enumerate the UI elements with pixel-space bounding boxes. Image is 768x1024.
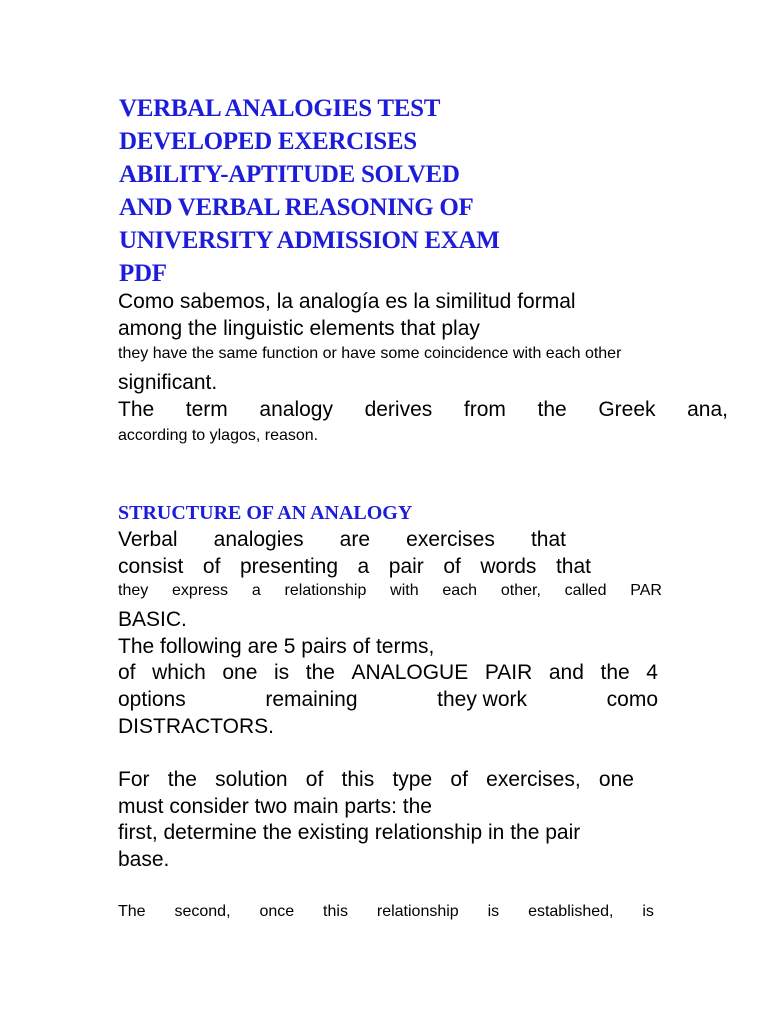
word: Verbal [118, 528, 178, 551]
word: this [341, 768, 375, 791]
word: Greek [598, 398, 656, 421]
word: of [305, 768, 324, 791]
word: of [443, 555, 461, 578]
word: from [463, 398, 506, 421]
intro-line-1: Como sabemos, la analogía es la similitud formal [118, 290, 576, 313]
word: a [251, 582, 261, 599]
intro-line-3: they have the same function or have some coincidence with each other [118, 345, 622, 362]
word: express [172, 582, 229, 599]
word: PAR [630, 582, 662, 599]
word: called [564, 582, 607, 599]
word: exercises, [486, 768, 581, 791]
word: analogies [213, 528, 304, 551]
document-title [119, 92, 500, 290]
word: other, [500, 582, 541, 599]
word: solution [215, 768, 288, 791]
structure-line-1 [118, 527, 566, 553]
section-heading: STRUCTURE OF AN ANALOGY [118, 502, 413, 524]
word: ana, [687, 398, 728, 421]
title-line: AND VERBAL REASONING OF [119, 194, 474, 221]
word: of [202, 555, 221, 578]
word: analogy [259, 398, 333, 421]
word: is [487, 903, 500, 920]
word: second, [174, 903, 231, 920]
title-line: PDF [119, 260, 167, 287]
word: type [392, 768, 433, 791]
intro-line-2: among the linguistic elements that play [118, 317, 480, 340]
intro-line-5 [118, 397, 728, 423]
word: relationship [376, 903, 459, 920]
word: which [152, 661, 206, 684]
word: the [537, 398, 567, 421]
word: options [118, 688, 186, 711]
word: The [118, 398, 155, 421]
word: is [274, 661, 290, 684]
word: that [530, 528, 566, 551]
word: pair [388, 555, 424, 578]
word: derives [364, 398, 433, 421]
solution-line-2: must consider two main parts: the [118, 795, 432, 818]
word: the [600, 661, 630, 684]
word: term [185, 398, 228, 421]
structure-line-3 [118, 581, 662, 601]
word: with [390, 582, 419, 599]
structure-line-2 [118, 554, 591, 580]
word: 4 [646, 661, 658, 684]
word: The [118, 903, 146, 920]
intro-line-6: according to ylagos, reason. [118, 427, 319, 444]
solution-line-1 [118, 767, 634, 793]
word: como [606, 688, 658, 711]
word: presenting [239, 555, 339, 578]
intro-line-4: significant. [118, 371, 218, 394]
word: are [339, 528, 371, 551]
solution-line-3: first, determine the existing relationship in the pair [118, 821, 581, 844]
word: one [222, 661, 258, 684]
structure-line-6 [118, 660, 658, 686]
word: each [442, 582, 478, 599]
word: they [118, 582, 149, 599]
word: once [259, 903, 295, 920]
word: they work [437, 688, 528, 711]
word: this [323, 903, 348, 920]
word: and [548, 661, 584, 684]
structure-line-7 [118, 687, 658, 713]
word: remaining [265, 688, 358, 711]
second-line-1 [118, 902, 654, 922]
word: For [118, 768, 150, 791]
word: of [450, 768, 468, 791]
word: PAIR [484, 661, 533, 684]
word: exercises [406, 528, 495, 551]
word: consist [118, 555, 184, 578]
title-line: DEVELOPED EXERCISES [119, 128, 417, 155]
word: is [642, 903, 654, 920]
solution-line-4: base. [118, 848, 170, 871]
structure-line-5: The following are 5 pairs of terms, [118, 635, 435, 658]
word: the [305, 661, 335, 684]
word: the [167, 768, 197, 791]
title-line: UNIVERSITY ADMISSION EXAM [119, 227, 500, 254]
word: words [480, 555, 537, 578]
structure-line-4: BASIC. [118, 608, 187, 631]
title-line: ABILITY-APTITUDE SOLVED [119, 161, 460, 188]
structure-line-8: DISTRACTORS. [118, 715, 274, 738]
word: established, [528, 903, 614, 920]
word: that [555, 555, 591, 578]
word: of [118, 661, 136, 684]
word: ANALOGUE [351, 661, 469, 684]
word: one [598, 768, 634, 791]
title-line: VERBAL ANALOGIES TEST [119, 95, 441, 122]
word: a [357, 555, 370, 578]
word: relationship [284, 582, 367, 599]
